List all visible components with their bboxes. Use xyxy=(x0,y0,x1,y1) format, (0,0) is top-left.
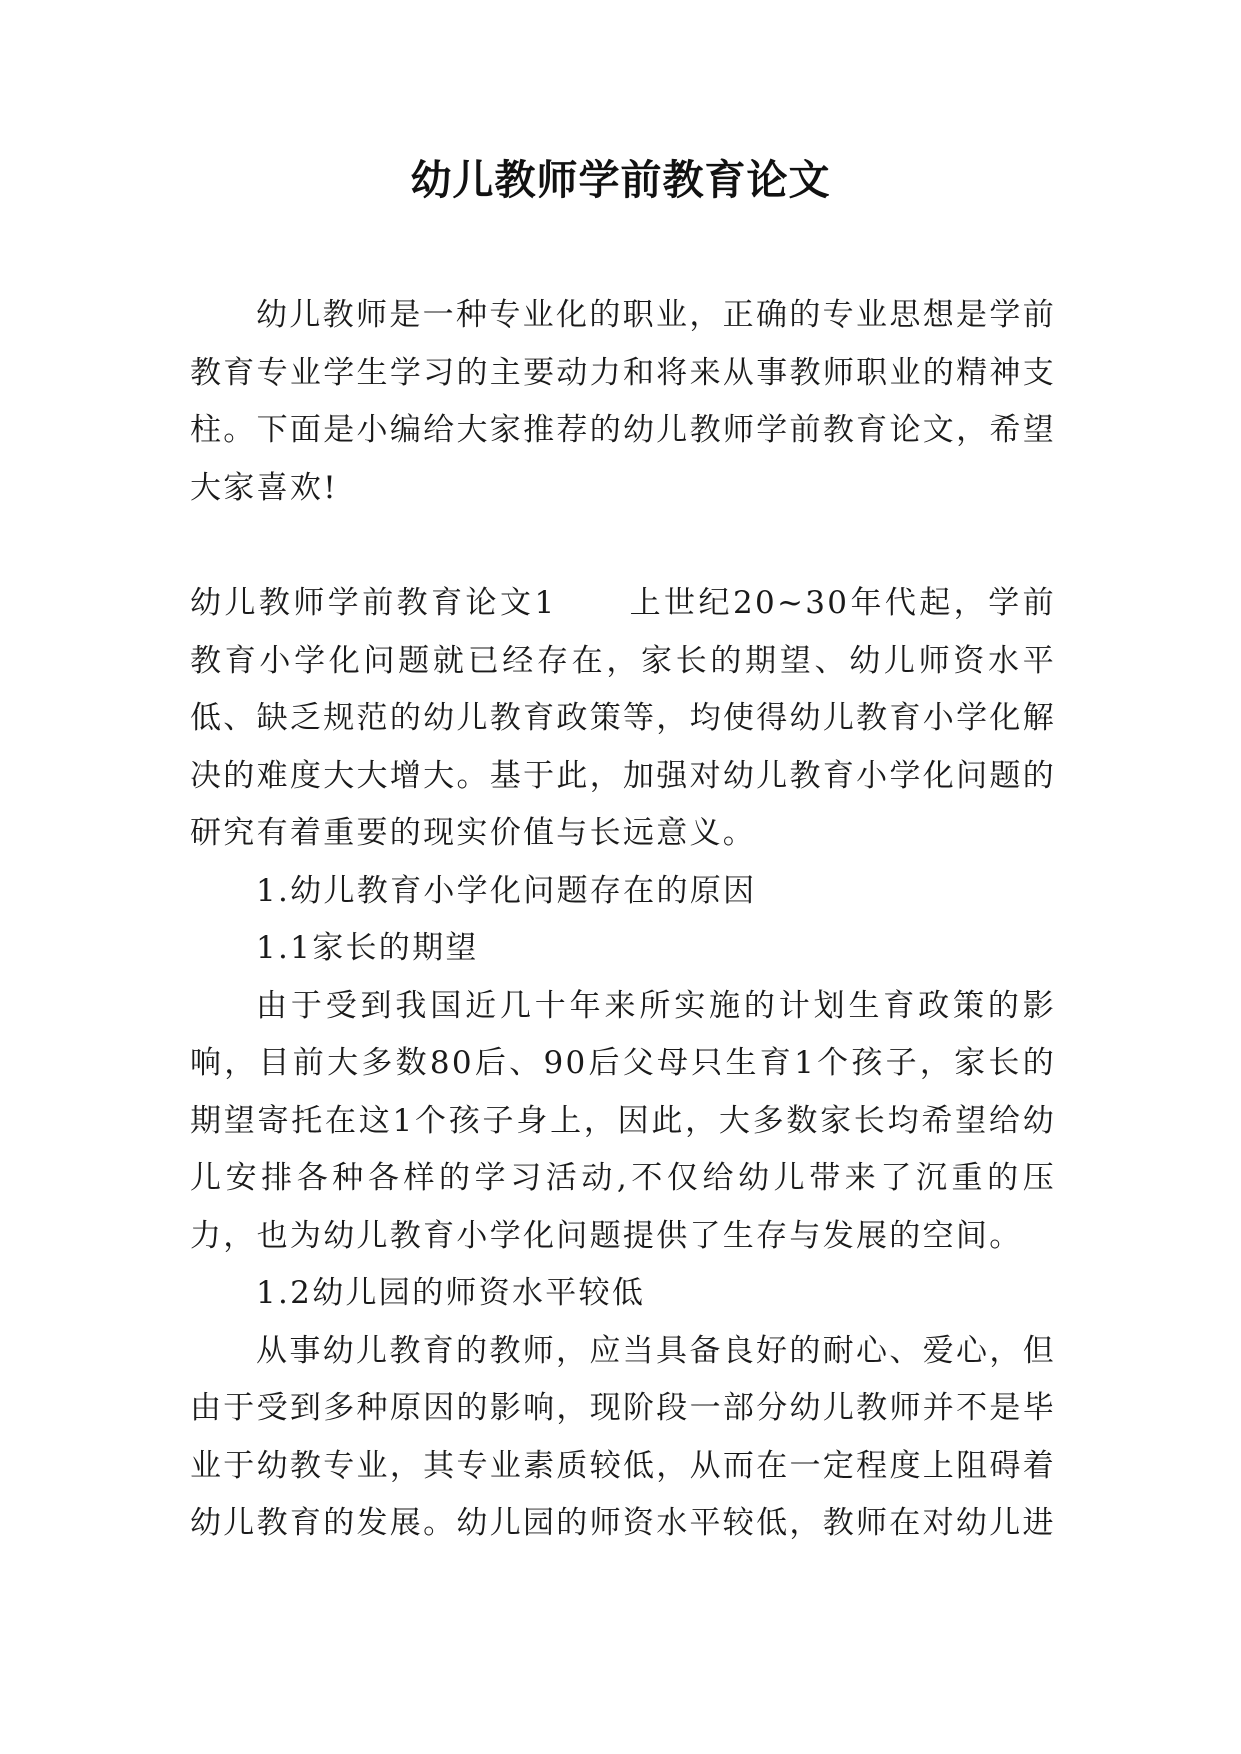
section-1-1-heading: 1.1家长的期望 xyxy=(256,930,479,966)
document-title: 幼儿教师学前教育论文 xyxy=(410,156,831,204)
essay-heading: 幼儿教师学前教育论文1 xyxy=(190,585,557,621)
essay-opening-paragraph xyxy=(190,575,1056,863)
intro-section xyxy=(190,287,1056,517)
section-1-2-heading: 1.2幼儿园的师资水平较低 xyxy=(256,1275,646,1311)
section-1-1-paragraph: 由于受到我国近几十年来所实施的计划生育政策的影响，目前大多数80后、90后父母只生育1个孩子，家长的期望寄托在这1个孩子身上，因此，大多数家长均希望给幼儿安排各种各样的学习活动,不仅给幼儿带来了沉重的压力，也为幼儿教育小学化问题提供了生存与发展的空间。 xyxy=(190,987,1056,1254)
essay-first-paragraph: 上世纪20~30年代起，学前教育小学化问题就已经存在，家长的期望、幼儿师资水平低、缺乏规范的幼儿教育政策等，均使得幼儿教育小学化解决的难度大大增大。基于此，加强对幼儿教育小学化问题的研究有着重要的现实价值与长远意义。 xyxy=(190,585,1056,851)
section-1-heading: 1.幼儿教育小学化问题存在的原因 xyxy=(256,872,757,909)
section-1-2-paragraph: 从事幼儿教育的教师，应当具备良好的耐心、爱心，但由于受到多种原因的影响，现阶段一部分幼儿教师并不是毕业于幼教专业，其专业素质较低，从而在一定程度上阻碍着幼儿教育的发展。幼儿园的师资水平较低，教师在对幼儿进 xyxy=(190,1332,1056,1541)
essay-section xyxy=(190,575,1056,1553)
intro-paragraph: 幼儿教师是一种专业化的职业，正确的专业思想是学前教育专业学生学习的主要动力和将来从事教师职业的精神支柱。下面是小编给大家推荐的幼儿教师学前教育论文，希望大家喜欢! xyxy=(190,297,1056,506)
